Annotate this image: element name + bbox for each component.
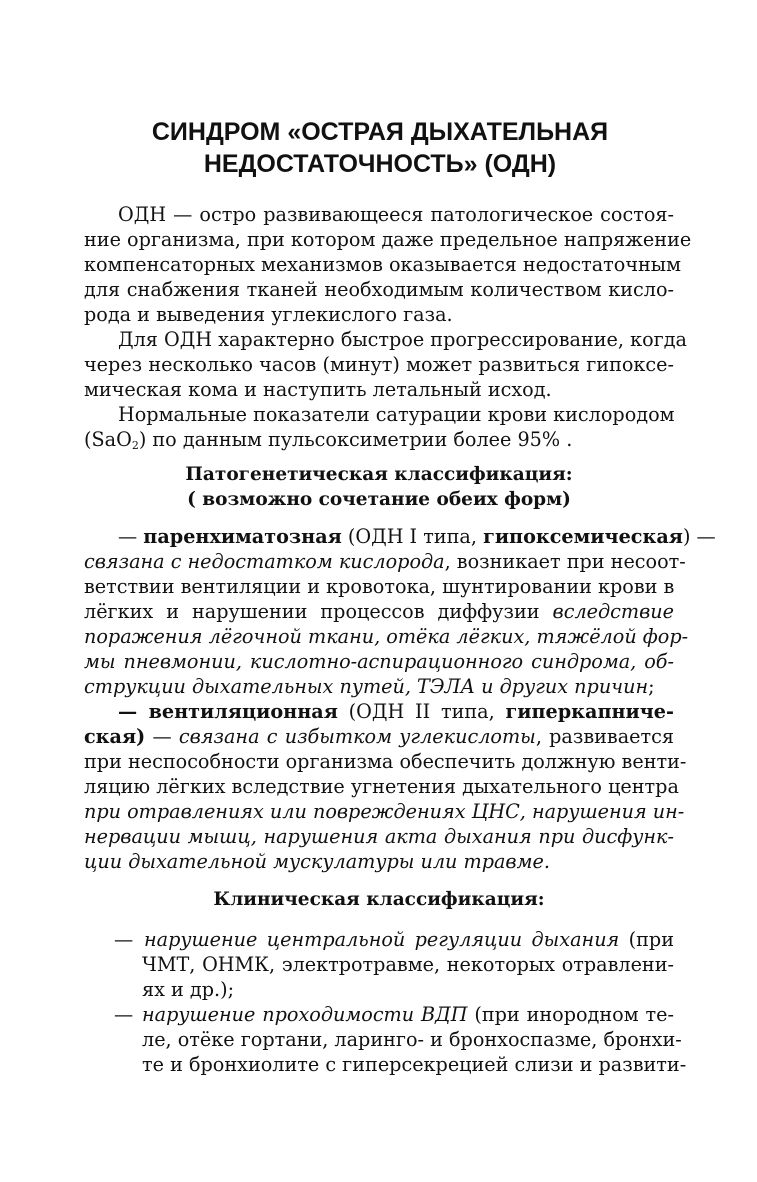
title-line-1: СИНДРОМ «ОСТРАЯ ДЫХАТЕЛЬНАЯ bbox=[151, 118, 609, 146]
patho-heading: Патогенетическая классификация: bbox=[185, 464, 573, 485]
intro-line: рода и выведения углекислого газа. bbox=[84, 303, 453, 326]
patho-p1-line: ветствии вентиляции и кровотока, шунтировании крови в bbox=[84, 575, 675, 598]
text: — bbox=[145, 725, 179, 748]
italic-text: вследствие bbox=[552, 600, 674, 623]
patho-p2-line: при неспособности организма обеспечить должную венти- bbox=[84, 750, 687, 773]
intro-line-sao2 bbox=[84, 428, 674, 452]
patho-p1-line bbox=[84, 600, 674, 624]
patho-p1-line bbox=[84, 550, 686, 574]
clinical-item-2-line bbox=[142, 1003, 674, 1027]
patho-p1-line bbox=[84, 675, 674, 699]
intro-line: Нормальные показатели сатурации крови кислородом bbox=[118, 403, 675, 426]
intro-line: Для ОДН характерно быстрое прогрессирование, когда bbox=[118, 328, 687, 351]
term-hypoxemic: гипоксемическая bbox=[483, 525, 683, 548]
term-hypercapnic-end: ская) bbox=[84, 725, 146, 748]
clinical-item-2-line: ле, отёке гортани, ларинго- и бронхоспазме, бронхи- bbox=[142, 1028, 682, 1051]
intro-line: ние организма, при котором даже предельное напряжение bbox=[84, 228, 692, 251]
clinical-item-1-line: ЧМТ, ОНМК, электротравме, некоторых отравлени- bbox=[142, 953, 674, 976]
italic-text: связана с недостатком кислорода bbox=[84, 550, 445, 573]
patho-p1-line bbox=[84, 525, 716, 549]
intro-line: компенсаторных механизмов оказывается недостаточным bbox=[84, 253, 682, 276]
dash: — bbox=[118, 525, 144, 548]
sao2-text: ) по данным пульсоксиметрии более 95% . bbox=[138, 428, 573, 451]
term-hypercapnic: гиперкапниче- bbox=[505, 700, 674, 723]
text: , развивается bbox=[535, 725, 674, 748]
patho-p2-line bbox=[84, 700, 674, 724]
term-ventilation: — вентиляционная bbox=[118, 700, 338, 723]
patho-p2-line bbox=[84, 725, 674, 749]
patho-p1-line: поражения лёгочной ткани, отёка лёгких, тяжёлой фор- bbox=[84, 625, 689, 648]
text: лёгких и нарушении процессов диффузии bbox=[84, 600, 553, 623]
intro-line: ОДН — остро развивающееся патологическое состоя- bbox=[118, 203, 674, 226]
intro-line: для снабжения тканей необходимым количеством кисло- bbox=[84, 278, 674, 301]
text: (ОДН II типа, bbox=[337, 700, 506, 723]
section-title bbox=[60, 116, 700, 180]
list-dash: — bbox=[114, 928, 134, 951]
patho-p2-line: ции дыхательной мускулатуры или травме. bbox=[84, 850, 550, 873]
clinical-item-2-line: те и бронхиолите с гиперсекрецией слизи и развити- bbox=[142, 1053, 687, 1076]
text: ; bbox=[648, 675, 655, 698]
text: (ОДН I типа, bbox=[341, 525, 484, 548]
sao2-prefix: (SaO bbox=[84, 428, 132, 451]
text: ) — bbox=[682, 525, 716, 548]
intro-line: через несколько часов (минут) может развиться гипоксе- bbox=[84, 353, 674, 376]
patho-p2-line: при отравлениях или повреждениях ЦНС, нарушения ин- bbox=[84, 800, 685, 823]
text: (при bbox=[619, 928, 674, 951]
term-parenchymal: паренхиматозная bbox=[143, 525, 342, 548]
intro-line: мическая кома и наступить летальный исход. bbox=[84, 378, 552, 401]
title-line-2: НЕДОСТАТОЧНОСТЬ» (ОДН) bbox=[203, 150, 557, 178]
clinical-heading: Клиническая классификация: bbox=[213, 889, 545, 910]
italic-text: струкции дыхательных путей, ТЭЛА и других причин bbox=[84, 675, 649, 698]
italic-text: нарушение центральной регуляции дыхания bbox=[144, 928, 620, 951]
sao2-subscript: 2 bbox=[131, 439, 139, 452]
patho-p2-line: нервации мышц, нарушения акта дыхания при дисфунк- bbox=[84, 825, 674, 848]
clinical-item-1-line bbox=[144, 928, 674, 952]
patho-p2-line: ляцию лёгких вследствие угнетения дыхательного центра bbox=[84, 775, 679, 798]
italic-text: нарушение проходимости ВДП bbox=[142, 1003, 468, 1026]
clinical-item-1-line: ях и др.); bbox=[142, 978, 235, 1001]
patho-p1-line: мы пневмонии, кислотно-аспирационного синдрома, об- bbox=[84, 650, 674, 673]
patho-subheading: ( возможно сочетание обеих форм) bbox=[187, 489, 571, 510]
list-dash: — bbox=[114, 1003, 134, 1026]
text: , возникает при несоот- bbox=[444, 550, 686, 573]
italic-text: связана с избытком углекислоты bbox=[178, 725, 536, 748]
text: (при инородном те- bbox=[467, 1003, 674, 1026]
